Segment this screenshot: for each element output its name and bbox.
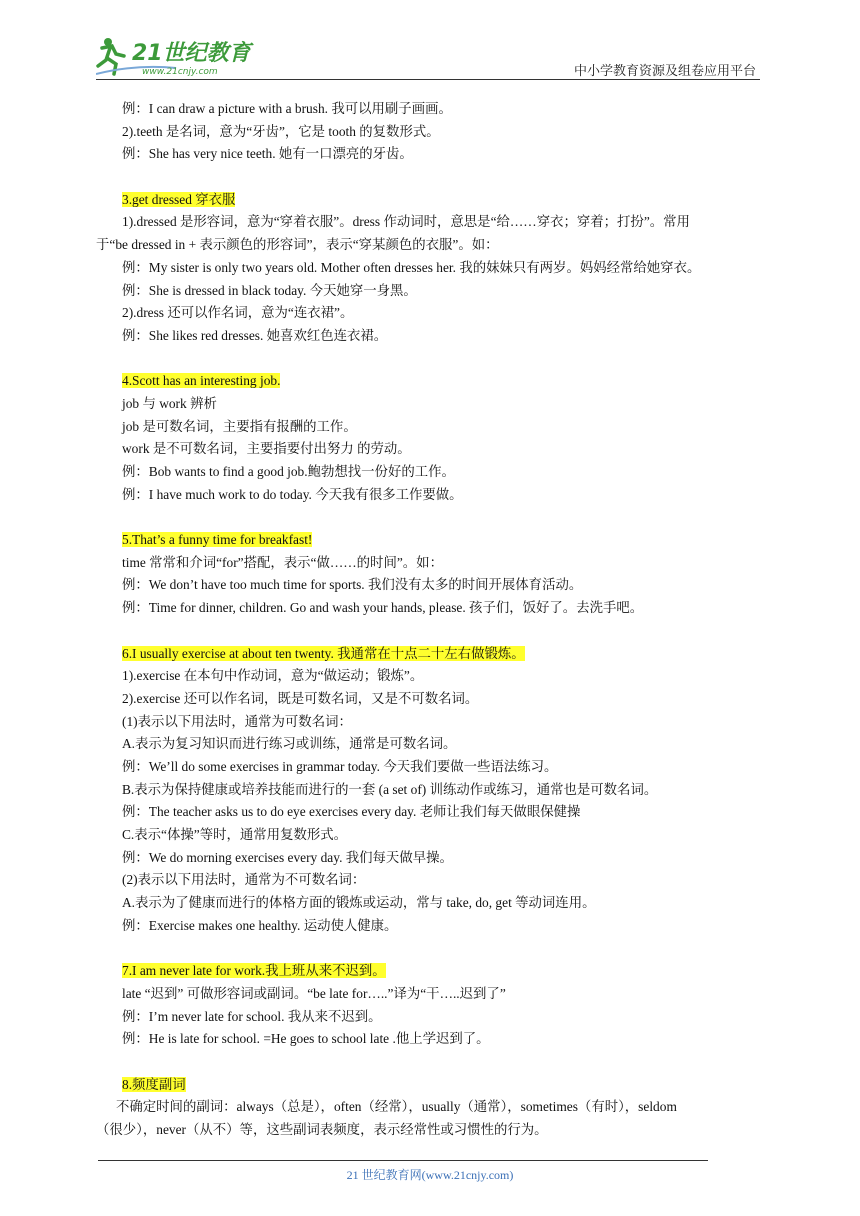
footer-link[interactable]: 21 世纪教育网(www.21cnjy.com) xyxy=(346,1168,514,1182)
blank-line xyxy=(96,166,762,189)
section-heading-3: 3.get dressed 穿衣服 xyxy=(122,191,236,207)
text-line: C.表示“体操”等时，通常用复数形式。 xyxy=(122,827,348,842)
blank-line xyxy=(96,937,762,960)
text-line: (1)表示以下用法时，通常为可数名词： xyxy=(122,713,352,729)
text-line: 例：She likes red dresses. 她喜欢红色连衣裙。 xyxy=(122,327,388,343)
platform-name: 中小学教育资源及组卷应用平台 xyxy=(573,64,756,79)
blank-line xyxy=(96,620,762,643)
text-line: time 常常和介词“for”搭配，表示“做……的时间”。如： xyxy=(122,554,443,570)
site-logo[interactable] xyxy=(96,34,266,78)
text-line: work 是不可数名词，主要指要付出努力 的劳动。 xyxy=(122,441,411,457)
text-line: 2).dress 还可以作名词，意为“连衣裙”。 xyxy=(122,305,354,321)
text-line: 例：My sister is only two years old. Mother often dresses her. 我的妹妹只有两岁。妈妈经常给她穿衣。 xyxy=(122,259,701,275)
text-line: job 与 work 辨析 xyxy=(122,395,217,411)
section-heading-4: 4.Scott has an interesting job. xyxy=(122,373,281,389)
runner-logo-icon xyxy=(96,34,266,78)
text-line: 1).dressed 是形容词，意为“穿着衣服”。dress 作动词时，意思是“给……穿衣；穿着；打扮”。常用 xyxy=(122,214,690,230)
text-line: 例：I have much work to do today. 今天我有很多工作要做。 xyxy=(122,486,463,502)
text-line: late “迟到” 可做形容词或副词。“be late for…..”译为“干…..迟到了” xyxy=(122,985,506,1001)
text-line: 例：We don’t have too much time for sports. 我们没有太多的时间开展体育活动。 xyxy=(122,577,583,593)
section-heading-8: 8.频度副词 xyxy=(122,1076,186,1092)
svg-text:www.21cnjy.com: www.21cnjy.com xyxy=(142,67,218,77)
text-line: B.表示为保持健康或培养技能而进行的一套 (a set of) 训练动作或练习，通常也是可数名词。 xyxy=(122,781,658,797)
section-heading-5: 5.That’s a funny time for breakfast! xyxy=(122,532,313,548)
text-line: 例：She has very nice teeth. 她有一口漂亮的牙齿。 xyxy=(122,146,413,162)
blank-line xyxy=(96,506,762,529)
text-line: 例：The teacher asks us to do eye exercises every day. 老师让我们每天做眼保健操 xyxy=(122,804,581,820)
text-line: A.表示为了健康而进行的体格方面的锻炼或运动，常与 take, do, get 等动词连用。 xyxy=(122,895,596,911)
text-line: (2)表示以下用法时，通常为不可数名词： xyxy=(122,872,366,888)
footer-divider xyxy=(98,1160,708,1161)
text-line: 例：Time for dinner, children. Go and wash your hands, please. 孩子们，饭好了。去洗手吧。 xyxy=(122,600,644,616)
text-line: （很少），never（从不）等，这些副词表频度，表示经常性或习惯性的行为。 xyxy=(96,1121,548,1137)
section-heading-7: 7.I am never late for work.我上班从来不迟到。 xyxy=(122,963,386,979)
text-line: job 是可数名词，主要指有报酬的工作。 xyxy=(122,418,357,434)
header-divider xyxy=(96,79,760,80)
text-line: 例：Bob wants to find a good job.鲍勃想找一份好的工作。 xyxy=(122,464,455,479)
section-heading-6: 6.I usually exercise at about ten twenty. 我通常在十点二十左右做锻炼。 xyxy=(122,645,525,661)
text-line: 于“be dressed in + 表示颜色的形容词”，表示“穿某颜色的衣服”。如： xyxy=(96,237,499,253)
text-line: 1).exercise 在本句中作动词，意为“做运动；锻炼”。 xyxy=(122,668,424,684)
text-line: 例：Exercise makes one healthy. 运动使人健康。 xyxy=(122,917,398,933)
text-line: 不确定时间的副词：always（总是），often（经常），usually（通常），sometimes（有时），seldom xyxy=(116,1099,677,1115)
document-body xyxy=(96,98,762,1142)
text-line: A.表示为复习知识而进行练习或训练，通常是可数名词。 xyxy=(122,736,457,752)
text-line: 例：He is late for school. =He goes to school late .他上学迟到了。 xyxy=(122,1031,490,1047)
blank-line xyxy=(96,348,762,371)
text-line: 例：She is dressed in black today. 今天她穿一身黑。 xyxy=(122,282,417,298)
blank-line xyxy=(96,1051,762,1074)
text-line: 例：We’ll do some exercises in grammar today. 今天我们要做一些语法练习。 xyxy=(122,758,558,774)
page-header xyxy=(0,0,860,90)
text-line: 例：I can draw a picture with a brush. 我可以用刷子画画。 xyxy=(122,101,452,116)
text-line: 例：I’m never late for school. 我从来不迟到。 xyxy=(122,1008,382,1024)
text-line: 2).exercise 还可以作名词，既是可数名词，又是不可数名词。 xyxy=(122,690,479,706)
text-line: 例：We do morning exercises every day. 我们每天做早操。 xyxy=(122,849,453,865)
text-line: 2).teeth 是名词，意为“牙齿”，它是 tooth 的复数形式。 xyxy=(122,123,440,139)
svg-text:21世纪教育: 21世纪教育 xyxy=(132,41,251,66)
